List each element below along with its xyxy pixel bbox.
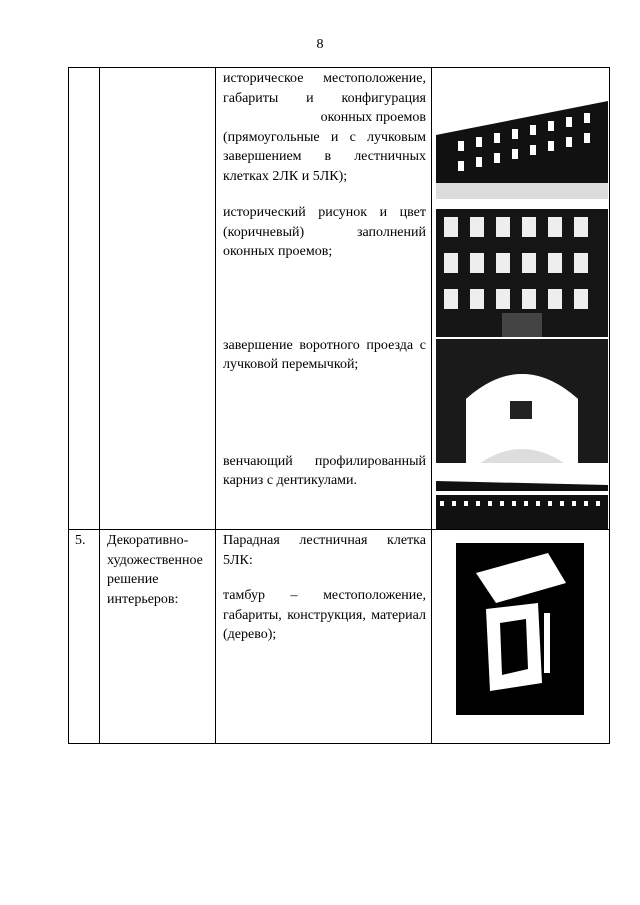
facade-photo (436, 71, 609, 199)
page-number: 8 (316, 37, 324, 52)
text-line: габариты и конфигурация (223, 90, 426, 106)
text-line: историческое местоположение, (223, 71, 426, 86)
row-name-cell: Декоративно-художественное решение интерьеров: (100, 530, 216, 744)
monument-subject-table (68, 67, 610, 744)
text-line: (дерево); (223, 627, 277, 642)
text-line: Парадная лестничная клетка (223, 533, 426, 548)
text-line: клетках 2ЛК и 5ЛК); (223, 168, 348, 184)
description-item (223, 586, 426, 645)
gate-passage-photo (436, 339, 609, 463)
text-line: исторический рисунок и цвет (223, 205, 426, 220)
text-line: (прямоугольные и с лучковым (223, 129, 426, 145)
vestibule-photo (456, 543, 609, 715)
row-number-cell (69, 68, 100, 530)
text-line: оконных проемов (320, 110, 426, 125)
window-fill-photo (436, 209, 609, 337)
description-item (223, 452, 426, 491)
text-line: завершение воротного проезда с (223, 337, 426, 353)
text-line: тамбур – местоположение, (223, 588, 426, 603)
text-line: (коричневый) заполнений (223, 224, 426, 240)
row-name-cell (100, 68, 216, 530)
description-item (223, 531, 426, 570)
description-item (223, 203, 426, 262)
table-row (69, 530, 610, 744)
description-item (223, 336, 426, 375)
row-photo-cell (432, 530, 610, 744)
text-line: 5ЛК: (223, 552, 253, 568)
text-line: оконных проемов; (223, 244, 333, 259)
row-description-cell (216, 530, 432, 744)
description-item (223, 69, 426, 186)
row-description-cell (216, 68, 432, 530)
cornice-photo (436, 471, 609, 529)
row-number-cell: 5. (69, 530, 100, 744)
table-row (69, 68, 610, 530)
text-line: габариты, конструкция, материал (223, 607, 426, 623)
text-line: завершением в лестничных (223, 149, 426, 164)
text-line: венчающий профилированный (223, 453, 426, 469)
text-line: карниз с дентикулами. (223, 473, 358, 488)
row-photo-cell (432, 68, 610, 530)
text-line: лучковой перемычкой; (223, 357, 359, 372)
